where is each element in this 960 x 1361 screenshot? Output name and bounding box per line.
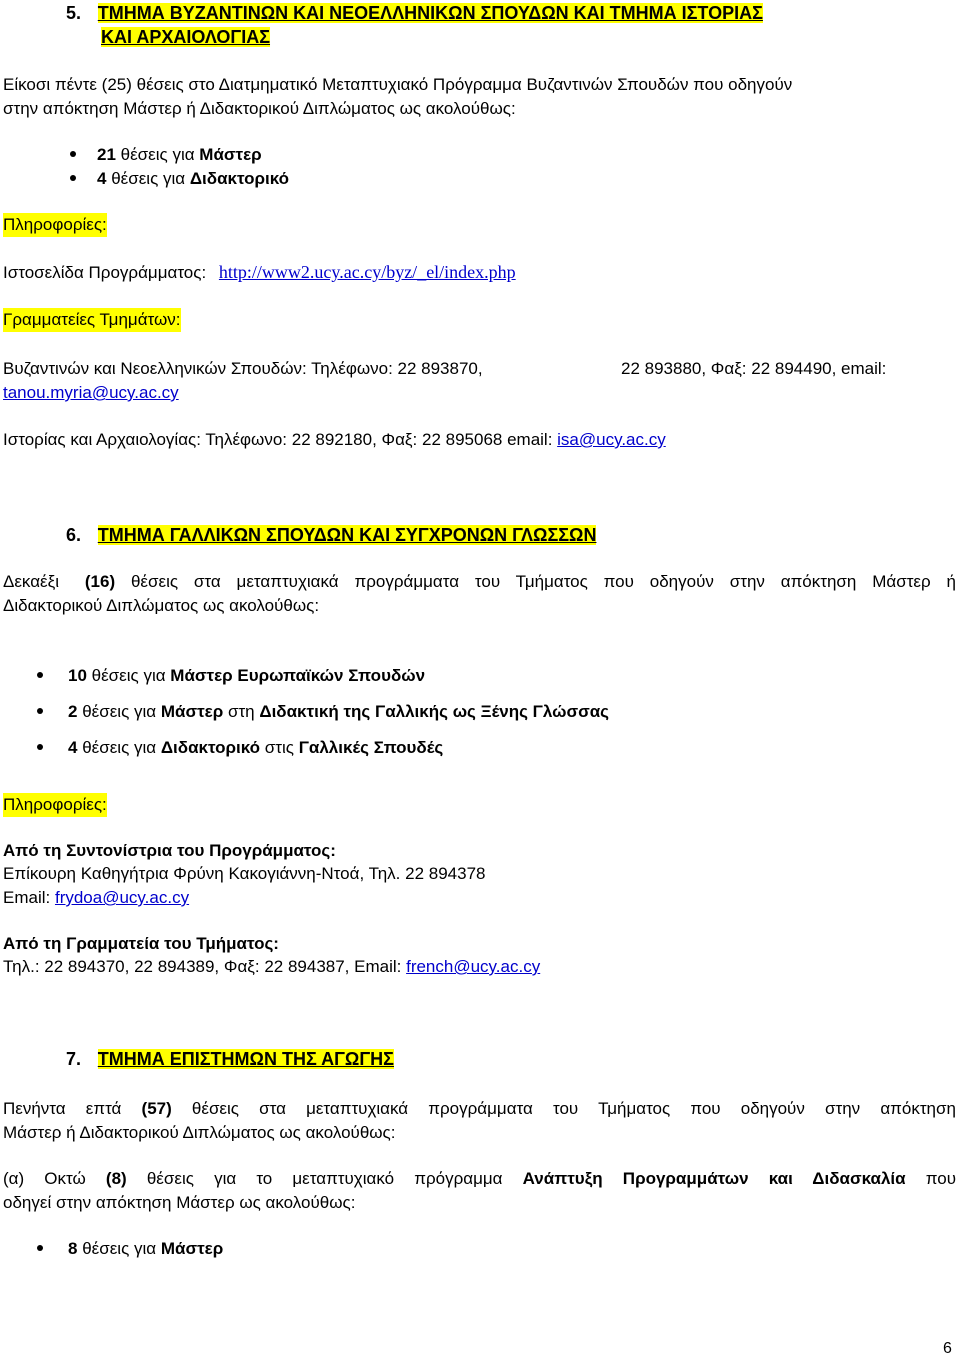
word: του — [553, 1099, 579, 1118]
section-heading: ΤΜΗΜΑ ΓΑΛΛΙΚΩΝ ΣΠΟΥΔΩΝ ΚΑΙ ΣΥΓΧΡΟΝΩΝ ΓΛΩΣΣΩΝ — [97, 525, 597, 545]
list-text: στις — [260, 738, 299, 757]
word: που — [925, 1169, 956, 1188]
list-text: θέσεις για — [86, 666, 171, 685]
bullet-icon — [37, 744, 43, 750]
section-heading-cont: ΚΑΙ ΑΡΧΑΙΟΛΟΓΙΑΣ — [101, 27, 271, 47]
word: Τμήματος — [598, 1099, 671, 1118]
word: απόκτηση — [880, 1099, 956, 1118]
section-heading: ΤΜΗΜΑ ΕΠΙΣΤΗΜΩΝ ΤΗΣ ΑΓΩΓΗΣ — [97, 1049, 394, 1069]
word: (α) — [3, 1169, 25, 1188]
secretariat-heading: Από τη Γραμματεία του Τμήματος: — [3, 934, 279, 953]
section5-title — [66, 1, 763, 26]
list-item — [97, 143, 262, 167]
word: Πενήντα — [3, 1099, 66, 1118]
section7-title — [66, 1047, 394, 1072]
program: Γαλλικές Σπουδές — [298, 738, 444, 757]
bullet-icon — [70, 175, 76, 181]
count: 10 — [68, 666, 87, 685]
paragraph: Είκοσι πέντε (25) θέσεις στο Διατμηματικό Μεταπτυχιακό Πρόγραμμα Βυζαντινών Σπουδών που οδηγούν — [3, 75, 793, 94]
word: Οκτώ — [44, 1169, 86, 1188]
word: Δεκαέξι — [3, 572, 60, 591]
bullet-icon — [37, 672, 43, 678]
coordinator-email-line — [3, 886, 189, 910]
section5-title-cont — [101, 25, 270, 50]
list-item — [68, 700, 609, 724]
list-item — [68, 664, 425, 688]
byzantine-contact-cont: 22 893880, Φαξ: 22 894490, email: — [621, 359, 887, 378]
word: μεταπτυχιακό — [292, 1169, 395, 1188]
word: θέσεις — [191, 1099, 239, 1118]
word: θέσεις — [146, 1169, 194, 1188]
count: 21 — [97, 145, 116, 164]
count: 8 — [68, 1239, 78, 1258]
info-heading: Πληροφορίες: — [3, 213, 107, 237]
section-number: 6. — [66, 525, 82, 545]
secretariat-heading: Γραμματείες Τμημάτων: — [3, 308, 181, 332]
paragraph — [3, 570, 956, 594]
bullet-icon — [37, 1245, 43, 1251]
word: οδηγούν — [740, 1099, 805, 1118]
list-text: θέσεις για — [115, 145, 200, 164]
history-email-link[interactable]: isa@ucy.ac.cy — [557, 430, 666, 449]
list-text: στη — [223, 702, 260, 721]
degree: Μάστερ — [160, 1239, 224, 1258]
page-number: 6 — [943, 1340, 952, 1357]
degree: Διδακτορικό — [189, 169, 290, 188]
paragraph — [3, 1097, 956, 1121]
section6-title — [66, 523, 596, 548]
word: μεταπτυχιακά — [306, 1099, 409, 1118]
history-contact-text: Ιστορίας και Αρχαιολογίας: Τηλέφωνο: 22 892180, Φαξ: 22 895068 email: — [3, 430, 558, 449]
website-line — [3, 260, 516, 285]
paragraph: Διδακτορικού Διπλώματος ως ακολούθως: — [3, 596, 320, 615]
count: 4 — [97, 169, 107, 188]
website-link[interactable]: http://www2.ucy.ac.cy/byz/_el/index.php — [218, 262, 516, 282]
count: (57) — [141, 1099, 172, 1118]
paragraph: οδηγεί στην απόκτηση Μάστερ ως ακολούθως: — [3, 1193, 356, 1212]
count: (8) — [105, 1169, 127, 1188]
list-item — [68, 1237, 223, 1261]
coordinator-email-link[interactable]: frydoa@ucy.ac.cy — [54, 888, 190, 907]
website-label: Ιστοσελίδα Προγράμματος: — [3, 263, 207, 282]
secretariat-contact — [3, 955, 540, 979]
bullet-icon — [37, 708, 43, 714]
section-number: 7. — [66, 1049, 82, 1069]
email-label: Email: — [3, 888, 55, 907]
coordinator-name: Επίκουρη Καθηγήτρια Φρύνη Κακογιάννη-Ντοά, Τηλ. 22 894378 — [3, 864, 486, 883]
list-item — [97, 167, 289, 191]
paragraph: Μάστερ ή Διδακτορικού Διπλώματος ως ακολούθως: — [3, 1123, 396, 1142]
list-item — [68, 736, 443, 760]
paragraph: στην απόκτηση Μάστερ ή Διδακτορικού Διπλώματος ως ακολούθως: — [3, 99, 516, 118]
byzantine-contact: Βυζαντινών και Νεοελληνικών Σπουδών: Τηλέφωνο: 22 893870, — [3, 359, 483, 378]
word: στην — [825, 1099, 861, 1118]
count: 2 — [68, 702, 78, 721]
bullet-icon — [70, 151, 76, 157]
list-text: θέσεις για — [77, 702, 161, 721]
count: 4 — [68, 738, 78, 757]
secretariat-text: Τηλ.: 22 894370, 22 894389, Φαξ: 22 894387, Email: — [3, 957, 407, 976]
list-text: θέσεις για — [77, 738, 161, 757]
word: που — [690, 1099, 721, 1118]
list-text: θέσεις για — [77, 1239, 161, 1258]
program: Μάστερ Ευρωπαϊκών Σπουδών — [170, 666, 426, 685]
word: το — [256, 1169, 273, 1188]
section-number: 5. — [66, 3, 82, 23]
secretariat-email-link[interactable]: french@ucy.ac.cy — [406, 957, 541, 976]
degree: Μάστερ — [160, 702, 224, 721]
coordinator-heading: Από τη Συντονίστρια του Προγράμματος: — [3, 841, 336, 860]
word: πρόγραμμα — [414, 1169, 503, 1188]
word: προγράμματα — [428, 1099, 533, 1118]
paragraph — [3, 1167, 956, 1191]
program: Ανάπτυξη Προγραμμάτων και Διδασκαλία — [522, 1169, 906, 1188]
program: Διδακτική της Γαλλικής ως Ξένης Γλώσσας — [259, 702, 610, 721]
info-heading: Πληροφορίες: — [3, 793, 107, 817]
paragraph-text: θέσεις στα μεταπτυχιακά προγράμματα του Τμήματος που οδηγούν στην απόκτηση Μάστερ ή — [115, 572, 956, 591]
count: (16) — [84, 572, 116, 591]
word: για — [214, 1169, 237, 1188]
word: επτά — [85, 1099, 122, 1118]
degree: Μάστερ — [199, 145, 262, 164]
byzantine-email-link[interactable]: tanou.myria@ucy.ac.cy — [3, 383, 179, 402]
word: στα — [259, 1099, 286, 1118]
degree: Διδακτορικό — [160, 738, 261, 757]
history-contact — [3, 428, 666, 452]
section-heading: ΤΜΗΜΑ ΒΥΖΑΝΤΙΝΩΝ ΚΑΙ ΝΕΟΕΛΛΗΝΙΚΩΝ ΣΠΟΥΔΩΝ ΚΑΙ ΤΜΗΜΑ ΙΣΤΟΡΙΑΣ — [97, 3, 763, 23]
list-text: θέσεις για — [106, 169, 190, 188]
